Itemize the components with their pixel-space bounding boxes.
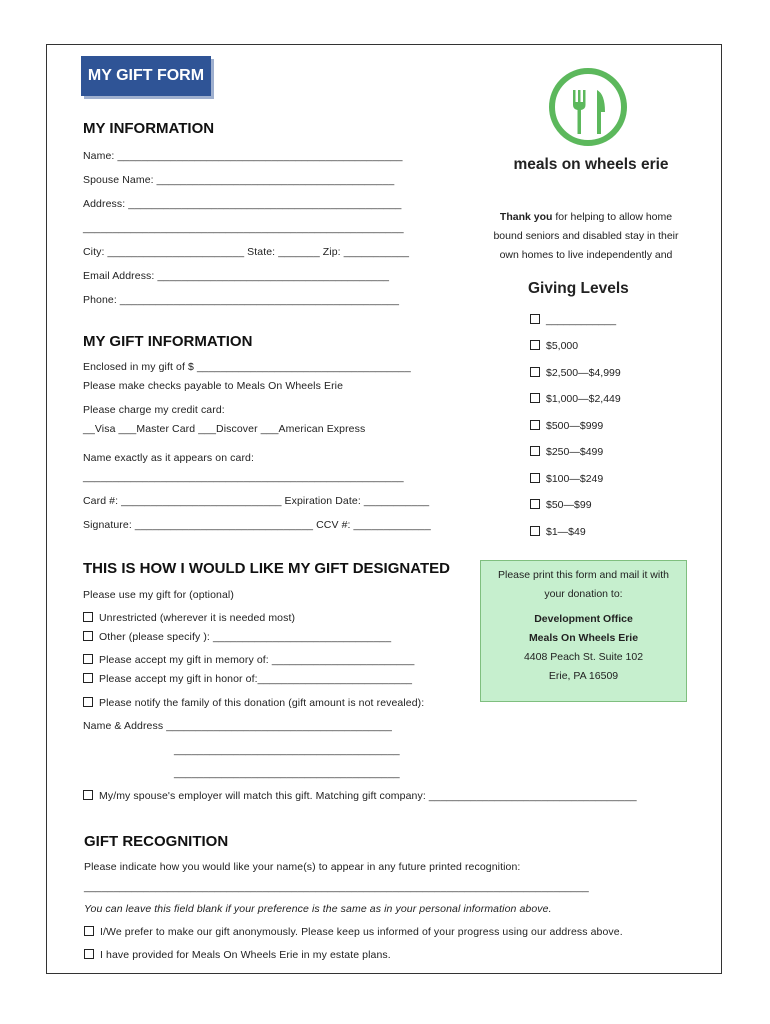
charge-card-label: Please charge my credit card: <box>83 404 225 416</box>
checkbox-icon[interactable] <box>83 790 93 800</box>
giving-levels-heading: Giving Levels <box>528 280 629 297</box>
card-type-options[interactable]: __Visa ___Master Card ___Discover ___American Express <box>83 423 366 435</box>
employer-match-option[interactable]: My/my spouse's employer will match this gift. Matching gift company: ___________________________________ <box>83 790 637 802</box>
name-address-field[interactable]: Name & Address ______________________________________ <box>83 720 392 732</box>
checkbox-icon[interactable] <box>530 393 540 403</box>
thank-you-text: Thank you for helping to allow home bound seniors and disabled stay in their own homes to live independently and <box>493 211 679 261</box>
giving-level-item[interactable]: $1,000—$2,449 <box>530 393 621 405</box>
brand-name: meals on wheels erie <box>513 156 669 173</box>
payable-note: Please make checks payable to Meals On Wheels Erie <box>83 380 344 392</box>
checkbox-icon[interactable] <box>530 499 540 509</box>
checkbox-icon[interactable] <box>84 926 94 936</box>
name-address-line-3[interactable]: ______________________________________ <box>174 767 400 779</box>
designation-heading: THIS IS HOW I WOULD LIKE MY GIFT DESIGNATED <box>83 560 450 577</box>
anonymous-option[interactable]: I/We prefer to make our gift anonymously. Please keep us informed of your progress using our address above. <box>84 926 623 938</box>
designation-intro: Please use my gift for (optional) <box>83 589 234 601</box>
checkbox-icon[interactable] <box>530 526 540 536</box>
checkbox-icon[interactable] <box>530 446 540 456</box>
gift-information-heading: MY GIFT INFORMATION <box>83 333 253 350</box>
recognition-instructions: Please indicate how you would like your name(s) to appear in any future printed recognition: <box>84 861 521 873</box>
card-number-field[interactable]: Card #: ___________________________ Expiration Date: ___________ <box>83 495 430 507</box>
address-line-2-field[interactable]: ______________________________________________________ <box>83 222 404 234</box>
recognition-name-field[interactable]: _____________________________________________________________________________________ <box>84 881 589 893</box>
checkbox-icon[interactable] <box>530 340 540 350</box>
honor-option[interactable]: Please accept my gift in honor of:__________________________ <box>83 673 412 685</box>
spouse-name-field[interactable]: Spouse Name: ________________________________________ <box>83 174 395 186</box>
notify-family-option[interactable]: Please notify the family of this donation (gift amount is not revealed): <box>83 697 424 709</box>
fork-knife-logo-icon <box>547 66 629 148</box>
checkbox-icon[interactable] <box>530 314 540 324</box>
checkbox-icon[interactable] <box>530 473 540 483</box>
recognition-note: You can leave this field blank if your preference is the same as in your personal information above. <box>84 903 552 915</box>
checkbox-icon[interactable] <box>83 654 93 664</box>
signature-field[interactable]: Signature: ______________________________ CCV #: _____________ <box>83 519 431 531</box>
checkbox-icon[interactable] <box>83 697 93 707</box>
giving-level-item[interactable]: $500—$999 <box>530 420 603 432</box>
my-information-heading: MY INFORMATION <box>83 120 215 137</box>
giving-level-item[interactable]: $50—$99 <box>530 499 592 511</box>
name-on-card-field[interactable]: ______________________________________________________ <box>83 471 404 483</box>
checkbox-icon[interactable] <box>530 367 540 377</box>
giving-level-item[interactable]: $5,000 <box>530 340 578 352</box>
phone-field[interactable]: Phone: _______________________________________________ <box>83 294 400 306</box>
name-address-line-2[interactable]: ______________________________________ <box>174 744 400 756</box>
giving-level-item[interactable]: $1—$49 <box>530 526 586 538</box>
gift-recognition-heading: GIFT RECOGNITION <box>84 833 229 850</box>
city-state-zip-field[interactable]: City: _______________________ State: _______ Zip: ___________ <box>83 246 410 258</box>
enclosed-amount-field[interactable]: Enclosed in my gift of $ ____________________________________ <box>83 361 411 373</box>
unrestricted-option[interactable]: Unrestricted (wherever it is needed most) <box>83 612 295 624</box>
memory-option[interactable]: Please accept my gift in memory of: ________________________ <box>83 654 414 666</box>
giving-level-item[interactable]: $250—$499 <box>530 446 603 458</box>
name-field[interactable]: Name: ________________________________________________ <box>83 150 403 162</box>
checkbox-icon[interactable] <box>83 612 93 622</box>
email-field[interactable]: Email Address: _______________________________________ <box>83 270 390 282</box>
other-option[interactable]: Other (please specify ): ______________________________ <box>83 631 391 643</box>
giving-level-item[interactable]: $2,500—$4,999 <box>530 367 621 379</box>
checkbox-icon[interactable] <box>530 420 540 430</box>
giving-level-item[interactable]: ____________ <box>530 314 616 326</box>
giving-level-item[interactable]: $100—$249 <box>530 473 603 485</box>
address-field[interactable]: Address: ______________________________________________ <box>83 198 402 210</box>
name-on-card-label: Name exactly as it appears on card: <box>83 452 254 464</box>
form-title: MY GIFT FORM <box>81 56 211 96</box>
checkbox-icon[interactable] <box>84 949 94 959</box>
checkbox-icon[interactable] <box>83 673 93 683</box>
mailing-address-box: Please print this form and mail it with your donation to: Development Office Meals On Wheels Erie 4408 Peach St. Suite 102 Erie, PA 16509 <box>480 560 687 702</box>
estate-plans-option[interactable]: I have provided for Meals On Wheels Erie in my estate plans. <box>84 949 391 961</box>
checkbox-icon[interactable] <box>83 631 93 641</box>
